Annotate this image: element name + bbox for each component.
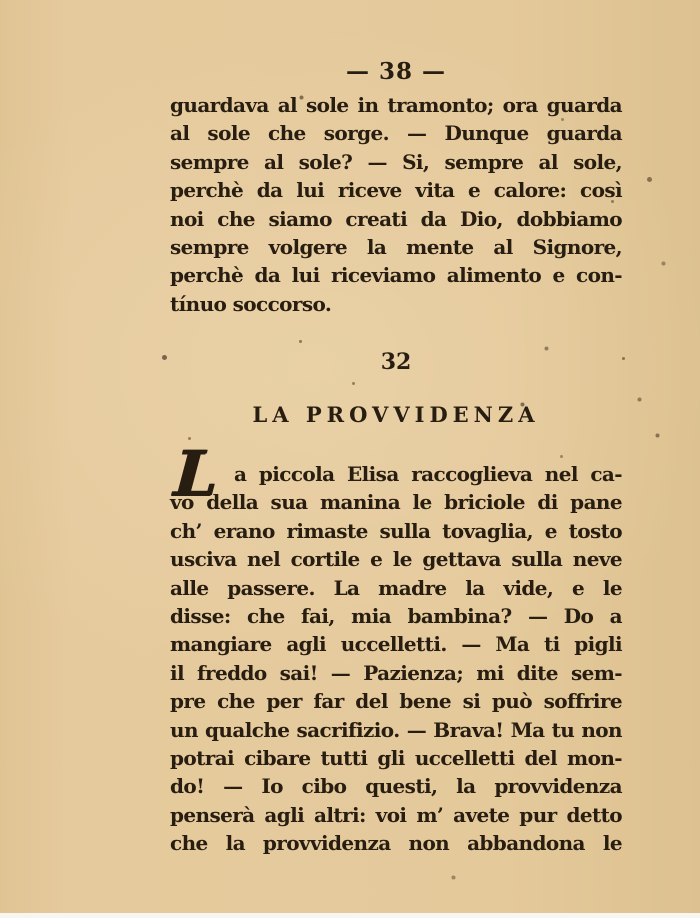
text-line: mangiare agli uccelletti. — Ma ti pigli <box>170 632 622 657</box>
section-number: 32 <box>380 349 412 375</box>
text-line: che la provvidenza non abbandona le <box>170 831 622 856</box>
text-line: a piccola Elisa raccoglieva nel ca- <box>234 462 622 486</box>
text-line: potrai cibare tutti gli uccelletti del mon- <box>170 745 622 770</box>
text-line: disse: che fai, mia bambina? — Do a <box>170 603 622 628</box>
page-number: — 38 — <box>345 58 447 85</box>
text-line: sempre volgere la mente al Signore, <box>170 234 622 259</box>
text-line: al sole che sorge. — Dunque guarda <box>170 121 622 146</box>
text-line: sempre al sole? — Si, sempre al sole, <box>170 149 622 174</box>
text-line: vo della sua manina le briciole di pane <box>170 490 622 515</box>
chapter-title: LA PROVVIDENZA <box>252 402 540 427</box>
text-line: ch’ erano rimaste sulla tovaglia, e tosto <box>170 518 622 543</box>
paper-specks <box>0 0 3 3</box>
scan-edge <box>0 913 700 918</box>
drop-cap-initial: L <box>171 437 220 510</box>
text-line: noi che siamo creati da Dio, dobbiamo <box>170 206 622 231</box>
text-line: usciva nel cortile e le gettava sulla neve <box>170 547 622 572</box>
text-line: il freddo sai! — Pazienza; mi dite sem- <box>170 660 622 685</box>
text-line: perchè da lui riceve vita e calore: così <box>170 178 622 203</box>
text-line: do! — Io cibo questi, la provvidenza <box>170 774 622 799</box>
text-line: alle passere. La madre la vide, e le <box>170 575 622 600</box>
text-line: un qualche sacrifizio. — Brava! Ma tu non <box>170 717 622 742</box>
paragraph-continuation <box>170 91 622 318</box>
text-line: tínuo soccorso. <box>170 291 332 316</box>
text-line: perchè da lui riceviamo alimento e con- <box>170 263 622 288</box>
text-line: guardava al sole in tramonto; ora guarda <box>170 93 622 117</box>
text-line: pre che per far del bene si può soffrire <box>170 689 622 714</box>
text-line: penserà agli altri: voi m’ avete pur detto <box>170 802 622 827</box>
paragraph-providenza <box>170 437 622 857</box>
